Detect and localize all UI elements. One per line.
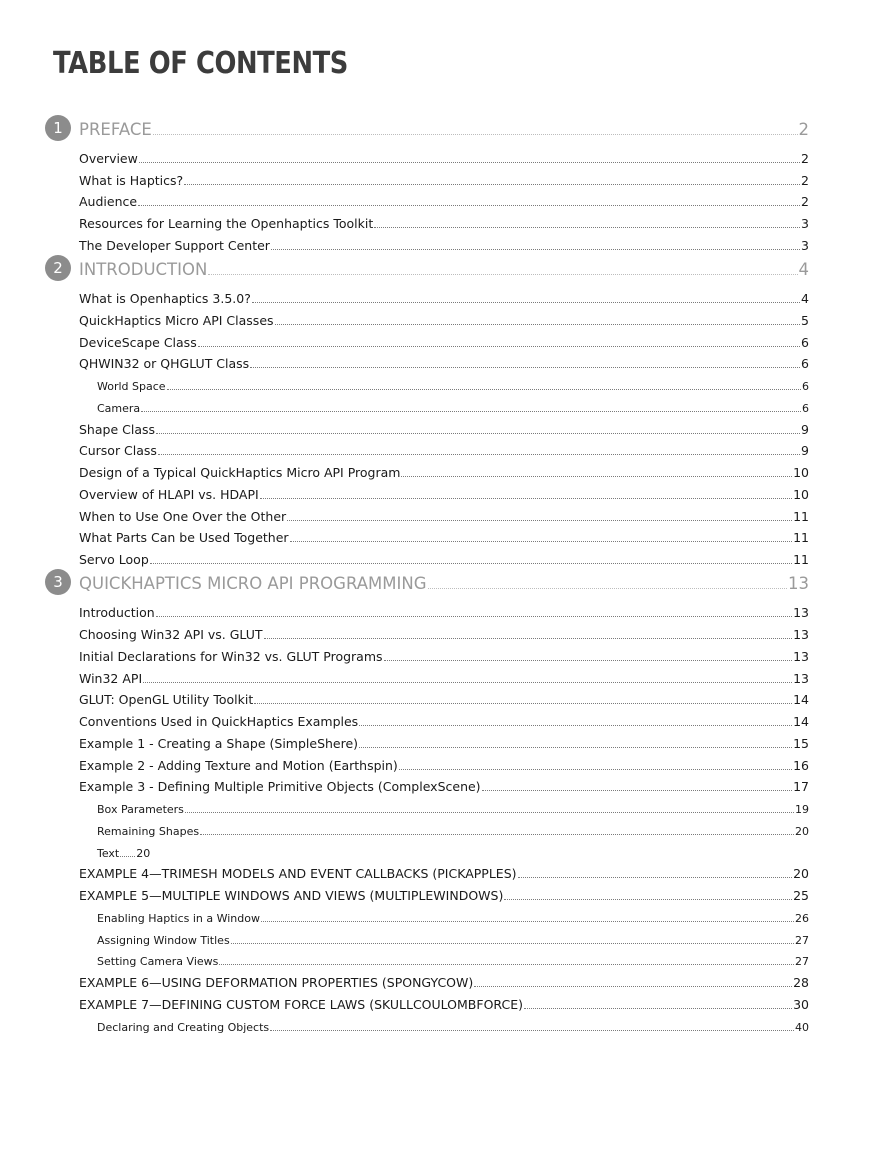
toc-page-number: 6 [802, 380, 809, 393]
dot-leader [270, 1030, 794, 1031]
toc-entry[interactable] [79, 642, 809, 664]
toc-entry-label: Overview of HLAPI vs. HDAPI [79, 487, 259, 502]
toc-entry-label: EXAMPLE 5—MULTIPLE WINDOWS AND VIEWS (MULTIPLEWINDOWS) [79, 888, 504, 903]
toc-entry-label: Resources for Learning the Openhaptics Toolkit [79, 216, 374, 231]
toc-entry-label: Shape Class [79, 422, 156, 437]
toc-page-number: 2 [801, 194, 809, 209]
toc-page-number: 6 [802, 402, 809, 415]
toc-chapter-title: INTRODUCTION [79, 260, 208, 279]
toc-page-number: 28 [793, 975, 809, 990]
toc-subentry[interactable] [97, 946, 809, 968]
toc-entry-label: Design of a Typical QuickHaptics Micro API Program [79, 465, 401, 480]
dot-leader [359, 747, 792, 748]
dot-leader [261, 921, 794, 922]
toc-entry[interactable] [79, 707, 809, 729]
dot-leader [185, 812, 794, 813]
dot-leader [290, 541, 793, 542]
toc-entry-label: Camera [97, 402, 141, 415]
dot-leader [428, 588, 787, 589]
dot-leader [287, 520, 792, 521]
toc-entry[interactable] [79, 523, 809, 545]
toc-entry-label: Cursor Class [79, 443, 157, 458]
toc-page-number: 27 [795, 955, 809, 968]
toc-entry[interactable] [79, 144, 809, 166]
toc-entry[interactable] [79, 620, 809, 642]
dot-leader [153, 134, 798, 135]
toc-entry-label: GLUT: OpenGL Utility Toolkit [79, 692, 254, 707]
toc-entry-label: The Developer Support Center [79, 238, 270, 253]
toc-entry-label: Box Parameters [97, 803, 184, 816]
dot-leader [231, 943, 794, 944]
toc-entry-label: Example 3 - Defining Multiple Primitive Objects (ComplexScene) [79, 779, 481, 794]
toc-entry[interactable] [79, 968, 809, 990]
toc-page-number: 11 [793, 530, 809, 545]
toc-entry[interactable] [79, 502, 809, 524]
toc-entry[interactable] [79, 436, 809, 458]
toc-entry-label: Audience [79, 194, 138, 209]
toc-page-number: 11 [793, 509, 809, 524]
dot-leader [250, 367, 800, 368]
toc-entry-label: What is Openhaptics 3.5.0? [79, 291, 251, 306]
dot-leader [401, 476, 792, 477]
toc-page-number: 19 [795, 803, 809, 816]
toc-entry-label: Win32 API [79, 671, 143, 686]
dot-leader [275, 324, 801, 325]
toc-entry-label: DeviceScape Class [79, 335, 197, 350]
toc-subentry[interactable] [97, 838, 150, 860]
toc-entry-label: Servo Loop [79, 552, 149, 567]
toc-chapter-preface[interactable] [79, 115, 809, 139]
dot-leader [139, 162, 800, 163]
dot-leader [143, 682, 792, 683]
toc-entry[interactable] [79, 685, 809, 707]
dot-leader [399, 769, 792, 770]
toc-page-number: 16 [793, 758, 809, 773]
toc-subentry[interactable] [97, 794, 809, 816]
toc-subentry[interactable] [97, 903, 809, 925]
dot-leader [264, 638, 793, 639]
toc-entry-label: Choosing Win32 API vs. GLUT [79, 627, 263, 642]
toc-entry[interactable] [79, 751, 809, 773]
toc-entry[interactable] [79, 284, 809, 306]
toc-page-number: 6 [801, 356, 809, 371]
dot-leader [482, 790, 793, 791]
toc-entry-label: QHWIN32 or QHGLUT Class [79, 356, 250, 371]
toc-chapter-title: QUICKHAPTICS MICRO API PROGRAMMING [79, 574, 427, 593]
toc-entry-label: Overview [79, 151, 138, 166]
dot-leader [150, 563, 792, 564]
toc-page-number: 2 [801, 173, 809, 188]
toc-subentry[interactable] [97, 1012, 809, 1034]
toc-page-number: 30 [793, 997, 809, 1012]
toc-entry-label: Enabling Haptics in a Window [97, 912, 260, 925]
toc-entry-label: What Parts Can be Used Together [79, 530, 289, 545]
toc-entry-label: World Space [97, 380, 166, 393]
toc-entry-label: QuickHaptics Micro API Classes [79, 313, 274, 328]
toc-chapter-title: PREFACE [79, 120, 152, 139]
toc-entry[interactable] [79, 187, 809, 209]
toc-chapter-quickhaptics-programming[interactable] [79, 569, 809, 593]
toc-entry[interactable] [79, 598, 809, 620]
toc-entry-label: EXAMPLE 6—USING DEFORMATION PROPERTIES (SPONGYCOW) [79, 975, 474, 990]
dot-leader [156, 433, 800, 434]
toc-entry-label: Setting Camera Views [97, 955, 219, 968]
toc-page-number: 40 [795, 1021, 809, 1034]
toc-entry[interactable] [79, 231, 809, 253]
dot-leader [384, 660, 793, 661]
toc-entry[interactable] [79, 545, 809, 567]
toc-entry[interactable] [79, 990, 809, 1012]
toc-entry-label: Assigning Window Titles [97, 934, 230, 947]
toc-entry[interactable] [79, 480, 809, 502]
toc-page-number: 17 [793, 779, 809, 794]
toc-page-number: 11 [793, 552, 809, 567]
toc-page-number: 9 [801, 422, 809, 437]
toc-page-number: 10 [793, 465, 809, 480]
toc-page-number: 25 [793, 888, 809, 903]
toc-entry-label: What is Haptics? [79, 173, 184, 188]
toc-page-number: 13 [793, 627, 809, 642]
toc-subentry[interactable] [97, 816, 809, 838]
toc-page-number: 13 [793, 605, 809, 620]
dot-leader [260, 498, 792, 499]
dot-leader [359, 725, 792, 726]
toc-entry[interactable] [79, 328, 809, 350]
dot-leader [474, 986, 792, 987]
page-title: TABLE OF CONTENTS [53, 46, 348, 81]
toc-entry-label: Text [97, 847, 120, 860]
toc-page-number: 4 [801, 291, 809, 306]
dot-leader [120, 856, 135, 857]
toc-entry[interactable] [79, 664, 809, 686]
toc-page-number: 13 [793, 671, 809, 686]
dot-leader [141, 411, 801, 412]
toc-entry[interactable] [79, 415, 809, 437]
toc-entry[interactable] [79, 166, 809, 188]
dot-leader [504, 899, 792, 900]
chapter-number-badge: 2 [45, 255, 71, 281]
dot-leader [200, 834, 794, 835]
dot-leader [208, 274, 797, 275]
dot-leader [374, 227, 800, 228]
toc-chapter-introduction[interactable] [79, 255, 809, 279]
dot-leader [219, 964, 794, 965]
toc-entry[interactable] [79, 306, 809, 328]
dot-leader [138, 205, 800, 206]
toc-page-number: 2 [798, 120, 809, 139]
dot-leader [158, 454, 800, 455]
dot-leader [184, 184, 800, 185]
toc-entry[interactable] [79, 859, 809, 881]
toc-page-number: 20 [136, 847, 151, 860]
dot-leader [524, 1008, 792, 1009]
dot-leader [518, 877, 793, 878]
toc-page-number: 27 [795, 934, 809, 947]
toc-page-number: 5 [801, 313, 809, 328]
toc-page-number: 3 [801, 238, 809, 253]
toc-entry[interactable] [79, 209, 809, 231]
dot-leader [198, 346, 800, 347]
dot-leader [271, 249, 800, 250]
toc-page-number: 13 [788, 574, 809, 593]
toc-entry[interactable] [79, 772, 809, 794]
toc-entry-label: Introduction [79, 605, 155, 620]
toc-entry[interactable] [79, 349, 809, 371]
toc-page-number: 10 [793, 487, 809, 502]
dot-leader [254, 703, 792, 704]
dot-leader [252, 302, 800, 303]
chapter-number-badge: 1 [45, 115, 71, 141]
toc-page-number: 15 [793, 736, 809, 751]
toc-page-number: 14 [793, 692, 809, 707]
toc-entry-label: Initial Declarations for Win32 vs. GLUT Programs [79, 649, 383, 664]
dot-leader [167, 389, 801, 390]
toc-page-number: 4 [798, 260, 809, 279]
toc-page-number: 20 [793, 866, 809, 881]
toc-entry-label: EXAMPLE 4—TRIMESH MODELS AND EVENT CALLBACKS (PICKAPPLES) [79, 866, 517, 881]
chapter-number-badge: 3 [45, 569, 71, 595]
toc-entry[interactable] [79, 729, 809, 751]
toc-subentry[interactable] [97, 925, 809, 947]
toc-subentry[interactable] [97, 393, 809, 415]
toc-entry-label: When to Use One Over the Other [79, 509, 287, 524]
toc-entry-label: Conventions Used in QuickHaptics Examples [79, 714, 359, 729]
toc-entry-label: Example 2 - Adding Texture and Motion (Earthspin) [79, 758, 398, 773]
toc-entry[interactable] [79, 458, 809, 480]
toc-page-number: 14 [793, 714, 809, 729]
toc-entry-label: Example 1 - Creating a Shape (SimpleShere) [79, 736, 359, 751]
toc-page-number: 13 [793, 649, 809, 664]
toc-page-number: 3 [801, 216, 809, 231]
toc-page-number: 6 [801, 335, 809, 350]
toc-entry-label: Remaining Shapes [97, 825, 200, 838]
toc-page-number: 9 [801, 443, 809, 458]
toc-entry-label: Declaring and Creating Objects [97, 1021, 270, 1034]
toc-subentry[interactable] [97, 371, 809, 393]
toc-page-number: 2 [801, 151, 809, 166]
toc-page-number: 20 [795, 825, 809, 838]
toc-entry[interactable] [79, 881, 809, 903]
toc-entry-label: EXAMPLE 7—DEFINING CUSTOM FORCE LAWS (SKULLCOULOMBFORCE) [79, 997, 523, 1012]
dot-leader [156, 616, 792, 617]
toc-page-number: 26 [795, 912, 809, 925]
